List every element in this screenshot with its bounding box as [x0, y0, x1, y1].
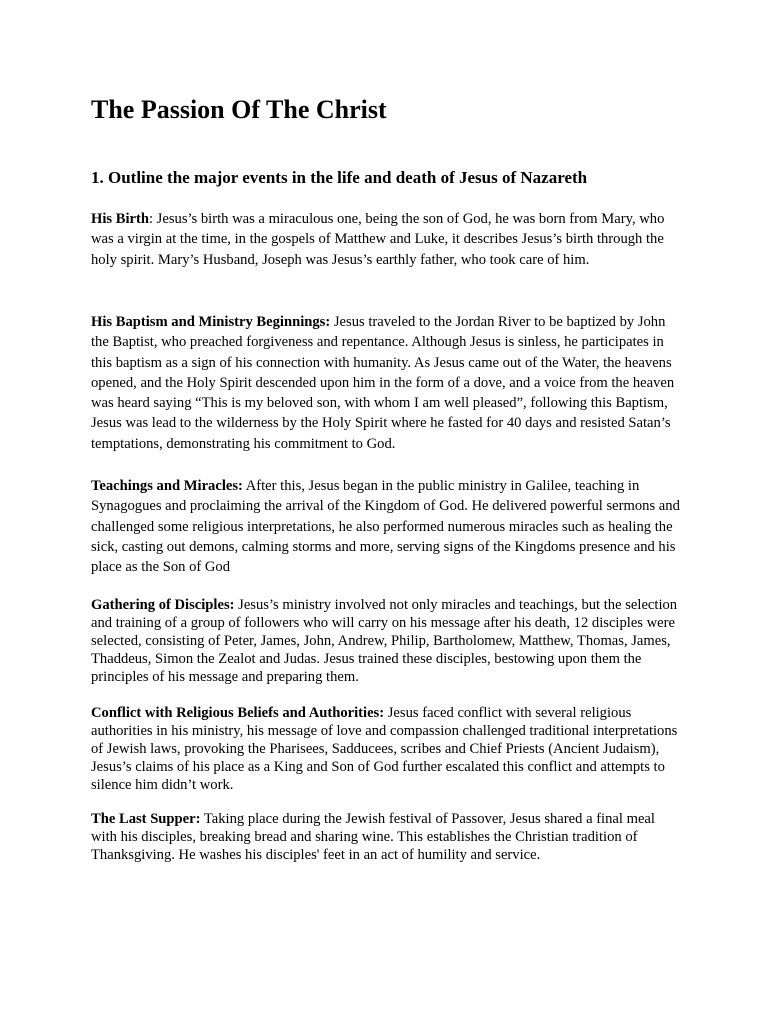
paragraph-text: Taking place during the Jewish festival of Passover, Jesus shared a final meal with his disciples, breaking bread and sharing wine. This establishes the Christian tradition of Thanksgiving. He washes his disciples' feet in an act of humility and service. — [91, 811, 655, 863]
paragraph-text: Jesus’s ministry involved not only miracles and teachings, but the selection and training of a group of followers who will carry on his message after his death, 12 disciples were selected, consisting of Peter, James, John, Andrew, Philip, Bartholomew, Matthew, Thomas, James, Thaddeus, Simon the Zealot and Judas. Jesus trained these disciples, bestowing upon them the principles of his message and preparing them. — [91, 597, 678, 685]
paragraph-lead: Conflict with Religious Beliefs and Authorities: — [91, 705, 385, 721]
paragraph-conflict-authorities — [91, 705, 681, 795]
paragraph-baptism — [91, 312, 681, 454]
paragraph-lead: His Birth — [91, 211, 149, 227]
paragraph-text: After this, Jesus began in the public ministry in Galilee, teaching in Synagogues and proclaiming the arrival of the Kingdom of God. He delivered powerful sermons and challenged some religious interpretations, he also performed numerous miracles such as healing the sick, casting out demons, calming storms and more, serving signs of the Kingdoms presence and his place as the Son of God — [91, 478, 680, 576]
paragraph-teachings-miracles — [91, 476, 681, 577]
paragraph-his-birth — [91, 209, 681, 270]
paragraph-text: Jesus faced conflict with several religious authorities in his ministry, his message of love and compassion challenged traditional interpretations of Jewish laws, provoking the Pharisees, Sadducees, scribes and Chief Priests (Ancient Judaism), Jesus’s claims of his place as a King and Son of God further escalated this conflict and attempts to silence him didn’t work. — [91, 705, 678, 793]
section-heading: 1. Outline the major events in the life and death of Jesus of Nazareth — [91, 168, 588, 187]
paragraph-gathering-disciples — [91, 597, 681, 687]
paragraph-lead: The Last Supper: — [91, 811, 201, 827]
paragraph-lead: His Baptism and Ministry Beginnings: — [91, 314, 331, 330]
paragraph-lead: Teachings and Miracles: — [91, 478, 243, 494]
document-title: The Passion Of The Christ — [91, 95, 387, 124]
paragraph-text: Jesus traveled to the Jordan River to be baptized by John the Baptist, who preached forgiveness and repentance. Although Jesus is sinless, he participates in this baptism as a sign of his connection with humanity. As Jesus came out of the Water, the heavens opened, and the Holy Spirit descended upon him in the form of a dove, and a voice from the heaven was heard saying “This is my beloved son, with whom I am well pleased”, following this Baptism, Jesus was lead to the wilderness by the Holy Spirit where he fasted for 40 days and resisted Satan’s temptations, demonstrating his commitment to God. — [91, 314, 675, 452]
paragraph-lead: Gathering of Disciples: — [91, 597, 235, 613]
paragraph-last-supper — [91, 811, 681, 865]
paragraph-text: : Jesus’s birth was a miraculous one, being the son of God, he was born from Mary, who was a virgin at the time, in the gospels of Matthew and Luke, it describes Jesus’s birth through the holy spirit. Mary’s Husband, Joseph was Jesus’s earthly father, who took care of him. — [91, 211, 665, 268]
